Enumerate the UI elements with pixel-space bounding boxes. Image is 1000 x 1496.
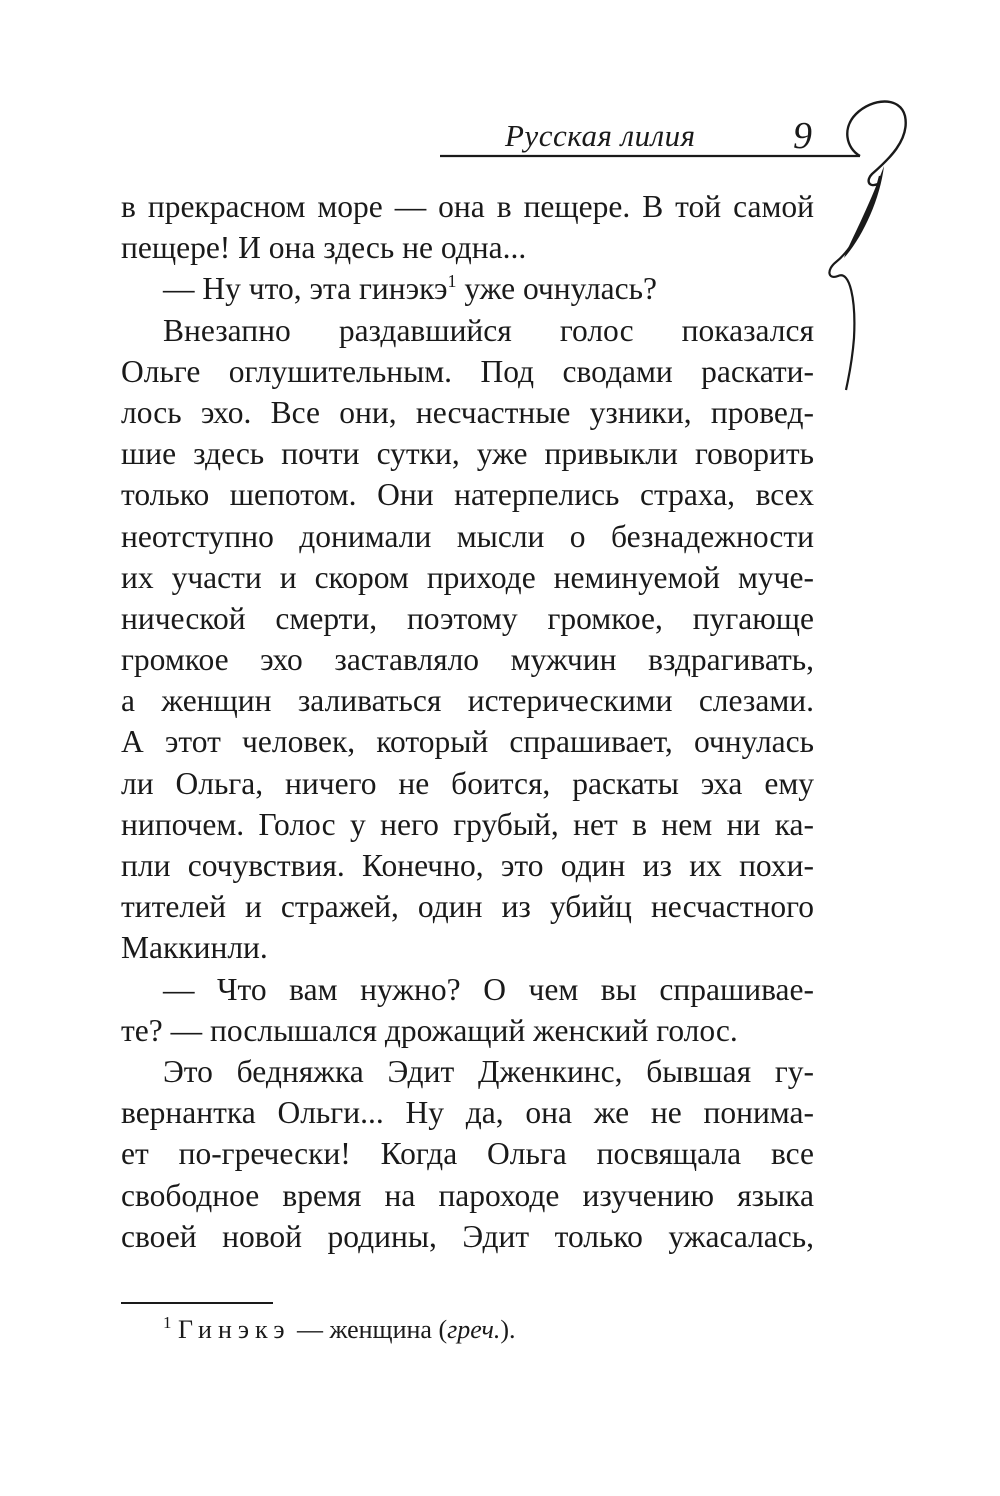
text-line: только шепотом. Они натерпелись страха, всех xyxy=(121,477,814,513)
text-line: нической смерти, поэтому громкое, пугающе xyxy=(121,600,814,636)
text-line: неотступно донимали мысли о безнадежности xyxy=(121,518,814,554)
text-line: громкое эхо заставляло мужчин вздрагивать, xyxy=(121,642,814,678)
text-line: нипочем. Голос у него грубый, нет в нем ни ка- xyxy=(121,806,814,842)
dialogue-line: — Что вам нужно? О чем вы спрашивае- xyxy=(163,971,814,1007)
text-line: своей новой родины, Эдит только ужасалась, xyxy=(121,1218,814,1254)
text-line: лось эхо. Все они, несчастные узники, провед- xyxy=(121,394,814,430)
text-line: Это бедняжка Эдит Дженкинс, бывшая гу- xyxy=(163,1053,814,1089)
text-line: А этот человек, который спрашивает, очнулась xyxy=(121,724,814,760)
footnote xyxy=(163,1315,516,1345)
footnote-paren-open: ( xyxy=(438,1315,448,1344)
text-line: в прекрасном море — она в пещере. В той самой xyxy=(121,189,814,224)
text-line: а женщин заливаться истерическими слезами. xyxy=(121,683,814,719)
text-line: шие здесь почти сутки, уже привыкли говорить xyxy=(121,436,814,472)
text-line: Ольге оглушительным. Под сводами раскати- xyxy=(121,353,814,389)
dialogue-line xyxy=(121,268,814,309)
running-header xyxy=(0,0,1000,200)
dialogue-text: уже очнулась? xyxy=(464,271,657,307)
text-line: свободное время на пароходе изучению языка xyxy=(121,1177,814,1213)
text-line: Маккинли. xyxy=(121,930,268,966)
footnote-dash: — xyxy=(296,1315,323,1344)
footnote-divider xyxy=(121,1302,273,1304)
footnote-marker: 1 xyxy=(447,271,457,292)
footnote-paren-close: ). xyxy=(500,1315,516,1344)
page-number: 9 xyxy=(793,115,812,157)
text-line: вернантка Ольги... Ну да, она же не понима- xyxy=(121,1095,814,1131)
footnote-source: греч. xyxy=(447,1315,501,1344)
page-body xyxy=(121,186,814,1257)
text-line: ет по-гречески! Когда Ольга посвящала все xyxy=(121,1136,814,1172)
text-line: пли сочувствия. Конечно, это один из их похи- xyxy=(121,848,814,883)
text-line: их участи и скором приходе неминуемой муче- xyxy=(121,559,814,595)
text-line: Внезапно раздавшийся голос показался xyxy=(163,312,814,348)
text-line: ли Ольга, ничего не боится, раскаты эха ему xyxy=(121,765,814,801)
text-line: те? — послышался дрожащий женский голос. xyxy=(121,1012,738,1048)
text-line: пещере! И она здесь не одна... xyxy=(121,230,527,266)
text-line: тителей и стражей, один из убийц несчастного xyxy=(121,889,814,925)
dialogue-text: — Ну что, эта гинэкэ xyxy=(163,271,448,307)
running-title: Русская лилия xyxy=(505,118,696,153)
footnote-number: 1 xyxy=(163,1313,172,1332)
footnote-definition: женщина xyxy=(329,1315,432,1344)
footnote-term: Гинэкэ xyxy=(178,1315,291,1344)
